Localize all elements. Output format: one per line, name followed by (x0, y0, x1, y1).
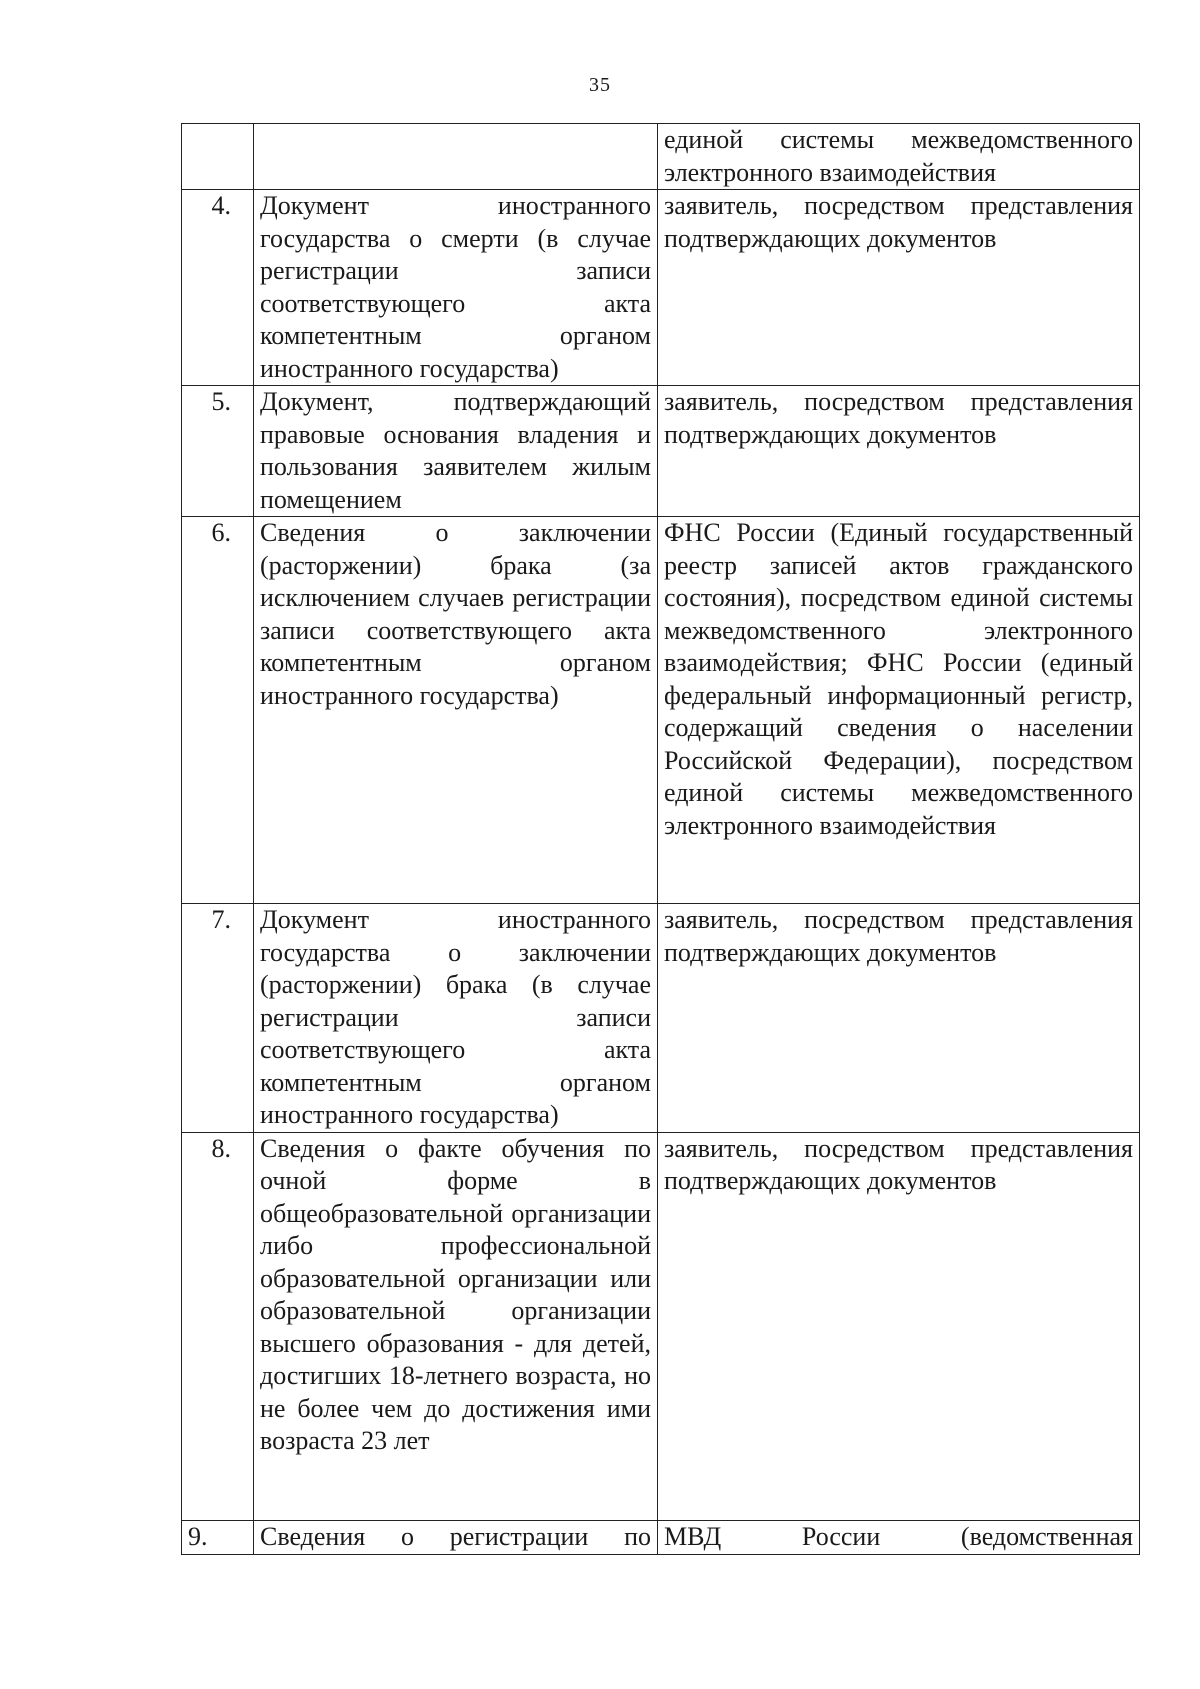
document-cell: Сведения о регистрации по (254, 1520, 658, 1554)
row-number: 4. (182, 190, 254, 386)
row-number: 8. (182, 1132, 254, 1520)
row-number (182, 124, 254, 190)
page-number: 35 (589, 74, 611, 96)
table-row (182, 1132, 1140, 1520)
source-cell: заявитель, посредством представления подтверждающих документов (658, 386, 1140, 517)
document-cell: Документ иностранного государства о заключении (расторжении) брака (в случае регистрации записи соответствующего акта компетентным органом иностранного государства) (254, 904, 658, 1133)
source-cell: заявитель, посредством представления подтверждающих документов (658, 904, 1140, 1133)
table-row (182, 904, 1140, 1133)
row-number: 9. (182, 1520, 254, 1554)
row-number: 6. (182, 517, 254, 904)
table-row (182, 1520, 1140, 1554)
source-cell: МВД России (ведомственная (658, 1520, 1140, 1554)
table-row (182, 386, 1140, 517)
source-cell: единой системы межведомственного электронного взаимодействия (658, 124, 1140, 190)
document-cell: Сведения о заключении (расторжении) брака (за исключением случаев регистрации записи соответствующего акта компетентным органом иностранного государства) (254, 517, 658, 904)
document-cell: Документ иностранного государства о смерти (в случае регистрации записи соответствующего акта компетентным органом иностранного государства) (254, 190, 658, 386)
source-cell: ФНС России (Единый государственный реестр записей актов гражданского состояния), посредством единой системы межведомственного электронного взаимодействия; ФНС России (единый федеральный информационный регистр, содержащий сведения о населении Российской Федерации), посредством единой системы межведомственного электронного взаимодействия (658, 517, 1140, 904)
table-row (182, 190, 1140, 386)
row-number: 5. (182, 386, 254, 517)
source-cell: заявитель, посредством представления подтверждающих документов (658, 190, 1140, 386)
row-number: 7. (182, 904, 254, 1133)
document-cell (254, 124, 658, 190)
document-cell: Сведения о факте обучения по очной форме в общеобразовательной организации либо профессиональной образовательной организации или образовательной организации высшего образования - для детей, достигших 18-летнего возраста, но не более чем до достижения ими возраста 23 лет (254, 1132, 658, 1520)
document-cell: Документ, подтверждающий правовые основания владения и пользования заявителем жилым помещением (254, 386, 658, 517)
table-row (182, 124, 1140, 190)
documents-table (181, 123, 1140, 1555)
source-cell: заявитель, посредством представления подтверждающих документов (658, 1132, 1140, 1520)
table-row (182, 517, 1140, 904)
